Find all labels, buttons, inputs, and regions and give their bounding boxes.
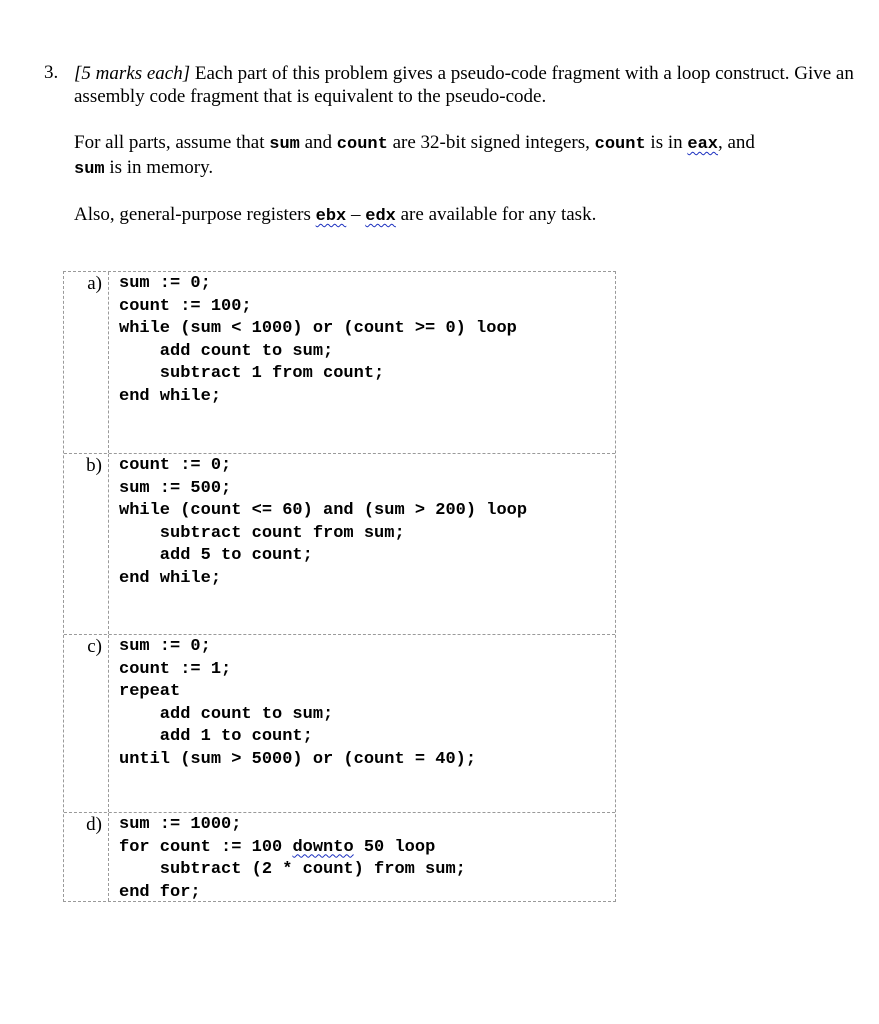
code-line: sum := 1000; <box>119 815 242 834</box>
code-line: while (sum < 1000) or (count >= 0) loop <box>119 319 517 338</box>
question-number: 3. <box>44 62 59 83</box>
assume-text: For all parts, assume that <box>74 132 270 153</box>
code-fragment: 50 loop <box>353 837 436 857</box>
var-sum: sum <box>269 135 300 154</box>
code-line: repeat <box>119 682 181 701</box>
var-count: count <box>594 135 646 154</box>
register-edx: edx <box>365 207 396 226</box>
part-a-row <box>64 272 615 453</box>
code-line: count := 100; <box>119 296 252 316</box>
register-eax: eax <box>687 135 718 154</box>
part-c-row <box>64 634 615 812</box>
registers-text: Also, general-purpose registers <box>74 204 316 225</box>
code-line: until (sum > 5000) or (count = 40); <box>119 749 477 769</box>
marks-label: [5 marks each] <box>74 63 191 84</box>
part-label: c) <box>64 635 109 812</box>
code-line: sum := 500; <box>119 478 232 498</box>
registers-text: are available for any task. <box>395 204 597 225</box>
register-ebx: ebx <box>315 207 347 226</box>
pseudo-code-table <box>63 271 616 902</box>
assume-text: , and <box>717 132 755 153</box>
part-label: d) <box>64 813 109 901</box>
code-line: subtract 1 from count; <box>119 364 385 383</box>
code-block <box>109 813 615 901</box>
part-label: b) <box>64 454 109 634</box>
assume-text: are 32-bit signed integers, <box>387 132 595 153</box>
part-label: a) <box>64 272 109 453</box>
assumption-paragraph <box>74 131 854 181</box>
part-d-row <box>64 812 615 901</box>
question-intro <box>74 62 854 108</box>
code-line: end for; <box>119 882 201 902</box>
code-line: sum := 0; <box>119 637 211 656</box>
code-line <box>119 837 615 860</box>
code-line: add 1 to count; <box>119 727 313 746</box>
intro-text: Each part of this problem gives a pseudo-code fragment with a loop construct. Give an assembly code fragment that is equivalent to the pseudo-code. <box>74 63 854 107</box>
keyword-downto: downto <box>292 837 354 857</box>
code-line: add 5 to count; <box>119 546 313 565</box>
code-line: end while; <box>119 386 222 406</box>
code-line: subtract count from sum; <box>119 523 405 543</box>
registers-text: – <box>346 204 366 225</box>
code-line: sum := 0; <box>119 274 211 293</box>
code-line: count := 1; <box>119 659 232 679</box>
assume-text: is in memory. <box>104 157 214 178</box>
code-line: while (count <= 60) and (sum > 200) loop <box>119 501 528 520</box>
code-fragment: for count := 100 <box>119 837 293 857</box>
code-block <box>109 272 615 453</box>
code-line: add count to sum; <box>119 341 334 361</box>
var-sum: sum <box>74 160 105 179</box>
code-block <box>109 635 615 812</box>
assume-text: and <box>299 132 337 153</box>
code-line: add count to sum; <box>119 704 334 724</box>
code-block <box>109 454 615 634</box>
assume-text: is in <box>645 132 688 153</box>
code-line: end while; <box>119 568 222 588</box>
code-line: subtract (2 * count) from sum; <box>119 860 466 879</box>
registers-paragraph <box>74 203 854 228</box>
code-line: count := 0; <box>119 456 232 475</box>
var-count: count <box>336 135 388 154</box>
part-b-row <box>64 453 615 634</box>
